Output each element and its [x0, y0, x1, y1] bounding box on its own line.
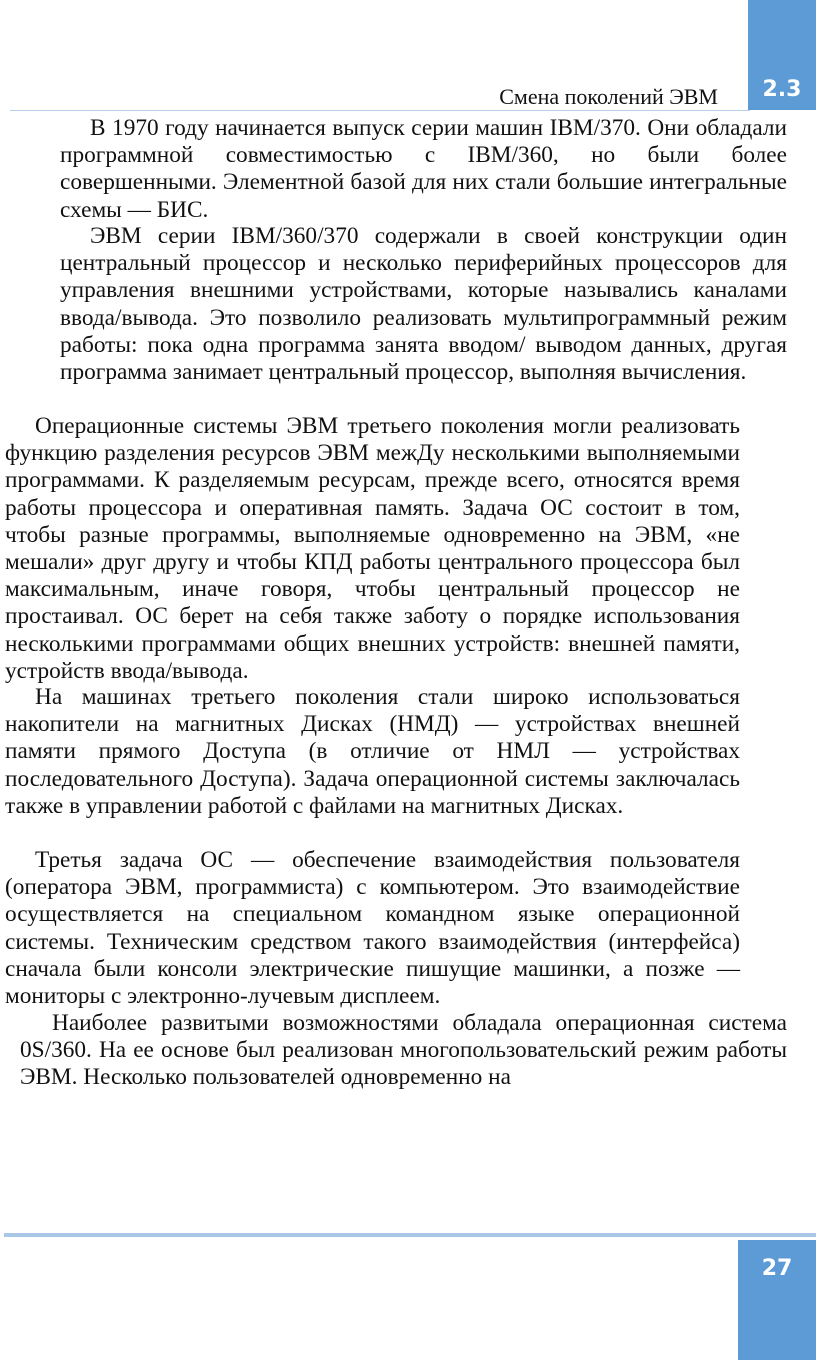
paragraph-os-resource-sharing: Операционные системы ЭВМ третьего поколения могли реализовать функцию разделения ресурсов ЭВМ межДу несколькими выполняемыми программами. К разделяемым ресурсам, прежде всего, относятся время работы процессора и оперативная память. Задача ОС состоит в том, чтобы разные программы, выполняемые одновременно на ЭВМ, «не мешали» друг другу и чтобы КПД работы центрального процессора был максимальным, иначе говоря, чтобы центральный процессор не простаивал. ОС берет на себя также заботу о порядке использования несколькими программами общих внешних устройств: внешней памяти, устройств ввода/вывода.	[5, 413, 740, 684]
paragraph-ibm370: В 1970 году начинается выпуск серии машин IBM/370. Они обладали программной совместимостью с IBM/360, но были более совершенными. Элементной базой для них стали большие интегральные схемы — БИС.	[60, 115, 787, 223]
paragraph-user-interaction: Третья задача ОС — обеспечение взаимодействия пользователя (оператора ЭВМ, программиста) с компьютером. Это взаимодействие осуществляется на специальном командном языке операционной системы. Техническим средством такого взаимодействия (интерфейса) сначала были консоли электрические пишущие машинки, а позже — мониторы с электронно-лучевым дисплеем.	[5, 847, 740, 1010]
page-number-tab	[738, 1240, 816, 1360]
paragraph-magnetic-disks: На машинах третьего поколения стали широко использоваться накопители на магнитных Дисках (НМД) — устройствах внешней памяти прямого Доступа (в отличие от НМЛ — устройствах последовательного Доступа). Задача операционной системы заключалась также в управлении работой с файлами на магнитных Дисках.	[5, 684, 740, 819]
section-tab	[748, 0, 816, 110]
running-title: Смена поколений ЭВМ	[499, 84, 718, 109]
paragraph-os360: Наиболее развитыми возможностями обладала операционная система 0S/360. На ее основе был реализован многопользовательский режим работы ЭВМ. Несколько пользователей одновременно на	[20, 1010, 787, 1091]
section-number: 2.3	[762, 77, 802, 102]
paragraph-ibm360-370-processors: ЭВМ серии IBM/360/370 содержали в своей конструкции один центральный процессор и несколько периферийных процессоров для управления внешними устройствами, которые назывались каналами ввода/вывода. Это позволило реализовать мультипрограммный режим работы: пока одна программа занята вводом/ выводом данных, другая программа занимает центральный процессор, выполняя вычисления.	[60, 223, 787, 386]
page-number: 27	[761, 1256, 793, 1281]
footer-rule	[4, 1233, 816, 1237]
header-rule	[10, 110, 750, 111]
